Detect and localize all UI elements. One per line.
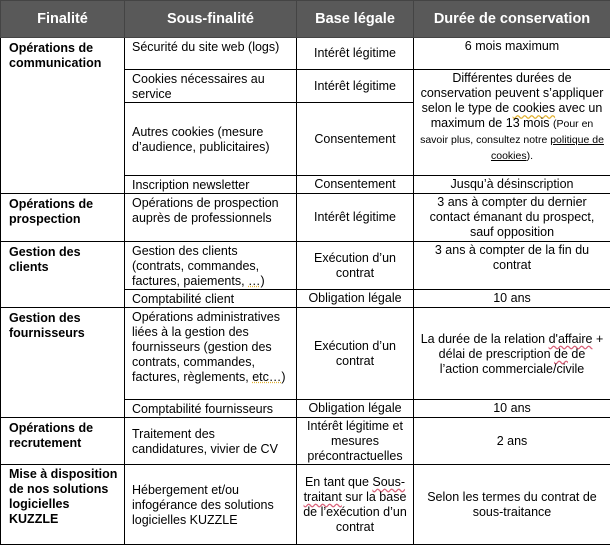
sous-finalite-cell: Inscription newsletter [125,176,297,194]
duree-cell [414,308,610,400]
header-finalite: Finalité [1,1,125,38]
base-text: En tant que [305,475,372,489]
finalite-cell: Mise à disposition de nos solutions logicielles KUZZLE [1,465,125,545]
table-row [1,308,610,400]
base-legale-cell: Consentement [297,176,414,194]
duree-cell: 3 ans à compter du dernier contact émanant du prospect, sauf opposition [414,194,610,242]
table-row [1,242,610,290]
header-row [1,1,610,38]
sous-finalite-cell: Cookies nécessaires au service [125,70,297,103]
duree-cell: Selon les termes du contrat de sous-traitance [414,465,610,545]
duree-cell: 3 ans à compter de la fin du contrat [414,242,610,290]
sous-text: Gestion des clients (contrats, commandes, factures, paiements, [132,244,259,288]
duree-cell: 6 mois maximum [414,38,610,70]
duree-text: Différentes durées de conservation peuvent s’appliquer selon le type de [421,71,604,115]
sous-text: etc… [252,370,281,384]
table-row [1,194,610,242]
finalite-cell: Opérations de prospection [1,194,125,242]
sous-text: … [248,274,261,288]
sous-finalite-cell [125,242,297,290]
duree-note: ). [527,150,533,162]
table-row [1,38,610,70]
finalite-cell: Opérations de recrutement [1,418,125,465]
base-text: sur la base de l’exécution d’un contrat [303,490,407,534]
cookie-policy-link[interactable]: politique de cookies [491,134,604,162]
base-legale-cell: Intérêt légitime [297,38,414,70]
header-sous-finalite: Sous-finalité [125,1,297,38]
duree-note: (Pour en savoir plus, consultez notre [420,118,593,146]
table-row [1,418,610,465]
base-legale-cell: Obligation légale [297,290,414,308]
base-legale-cell: Exécution d’un contrat [297,308,414,400]
table-row [1,465,610,545]
finalite-cell: Gestion des clients [1,242,125,308]
sous-finalite-cell: Sécurité du site web (logs) [125,38,297,70]
base-legale-cell: Intérêt légitime [297,70,414,103]
sous-finalite-cell: Opérations de prospection auprès de professionnels [125,194,297,242]
header-duree: Durée de conservation [414,1,610,38]
base-legale-cell: Exécution d’un contrat [297,242,414,290]
base-legale-cell: Intérêt légitime [297,194,414,242]
sous-finalite-cell: Hébergement et/ou infogérance des solutions logicielles KUZZLE [125,465,297,545]
duree-text: de [554,347,568,361]
base-text: Sous-traitant [304,475,405,504]
base-legale-cell: Consentement [297,103,414,176]
duree-text: avec un maximum de 13 mois [431,101,603,130]
duree-cell-cookies [414,70,610,176]
sous-text: ) [261,274,265,288]
duree-cell: 2 ans [414,418,610,465]
header-base-legale: Base légale [297,1,414,38]
base-legale-cell: Obligation légale [297,400,414,418]
base-legale-cell [297,465,414,545]
duree-cell: 10 ans [414,290,610,308]
sous-text: ) [281,370,285,384]
sous-finalite-cell: Autres cookies (mesure d’audience, publicitaires) [125,103,297,176]
finalite-cell: Opérations de communication [1,38,125,194]
sous-text: Opérations administratives liées à la gestion des fournisseurs (gestion des contrats, commandes, factures, règlements, [132,310,280,384]
duree-cell: Jusqu’à désinscription [414,176,610,194]
duree-text: cookies [513,101,555,115]
duree-cell: 10 ans [414,400,610,418]
sous-finalite-cell: Traitement des candidatures, vivier de CV [125,418,297,465]
finalite-cell: Gestion des fournisseurs [1,308,125,418]
sous-finalite-cell: Comptabilité client [125,290,297,308]
duree-text: + délai de prescription [439,332,604,361]
sous-finalite-cell: Comptabilité fournisseurs [125,400,297,418]
base-legale-cell: Intérêt légitime et mesures précontractuelles [297,418,414,465]
duree-text: d'affaire [549,332,593,346]
duree-text: La durée de la relation [421,332,549,346]
sous-finalite-cell [125,308,297,400]
duree-text: de l’action commerciale/civile [440,347,586,376]
